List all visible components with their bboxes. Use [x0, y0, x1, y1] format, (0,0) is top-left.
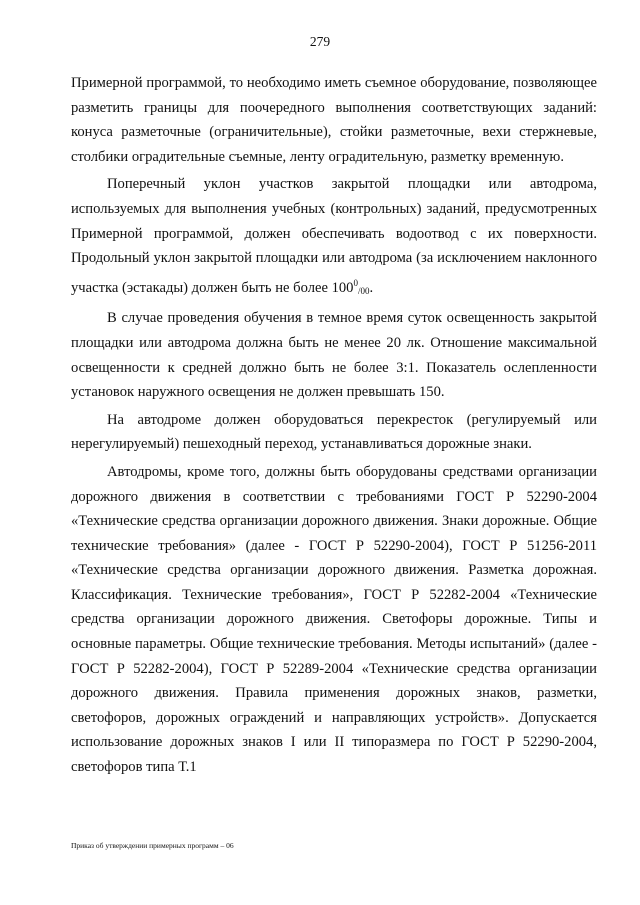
- paragraph-4: На автодроме должен оборудоваться перекресток (регулируемый или нерегулируемый) пешеходный переход, устанавливаться дорожные знаки.: [71, 411, 597, 453]
- paragraph-2: [71, 172, 597, 303]
- paragraph-1: Примерной программой, то необходимо иметь съемное оборудование, позволяющее разметить границы для поочередного выполнения соответствующих заданий: конуса разметочные (ограничительные), стойки разметочные, вехи стержневые, столбики оградительные съемные, ленту оградительную, разметку временную.: [71, 75, 597, 165]
- paragraph-5: Автодромы, кроме того, должны быть оборудованы средствами организации дорожного движения в соответствии с требованиями ГОСТ Р 52290-2004 «Технические средства организации дорожного движения. Знаки дорожные. Общие технические требования» (далее - ГОСТ Р 52290-2004), ГОСТ Р 51256-2011 «Технические средства организации дорожного движения. Разметка дорожная. Классификация. Технические требования», ГОСТ Р 52282-2004 «Технические средства организации дорожного движения. Светофоры дорожные. Типы и основные параметры. Общие технические требования. Методы испытаний» (далее - ГОСТ Р 52282-2004), ГОСТ Р 52289-2004 «Технические средства организации дорожного движения. Правила применения дорожных знаков, разметки, светофоров, дорожных ограждений и направляющих устройств». Допускается использование дорожных знаков I или II типоразмера по ГОСТ Р 52290-2004, светофоров типа Т.1: [71, 463, 597, 776]
- permille-subscript: /00: [357, 285, 370, 296]
- paragraph-2-end: .: [369, 279, 374, 296]
- paragraph-3: В случае проведения обучения в темное время суток освещенность закрытой площадки или автодрома должна быть не менее 20 лк. Отношение максимальной освещенности к средней должно быть не более 3:1. Показатель ослепленности установок наружного освещения не должен превышать 150.: [71, 310, 597, 401]
- paragraph-2-text: Поперечный уклон участков закрытой площадки или автодрома, используемых для выполнения учебных (контрольных) заданий, предусмотренных Примерной программой, должен обеспечивать водоотвод с их поверхности. Продольный уклон закрытой площадки или автодрома (за исключением наклонного участка (эстакады) должен быть не более 100: [71, 176, 597, 296]
- page-number: 279: [309, 34, 331, 49]
- permille-superscript: 0: [353, 277, 358, 288]
- footer-note: Приказ об утверждении примерных программ – 06: [71, 841, 234, 850]
- document-body: [71, 71, 597, 783]
